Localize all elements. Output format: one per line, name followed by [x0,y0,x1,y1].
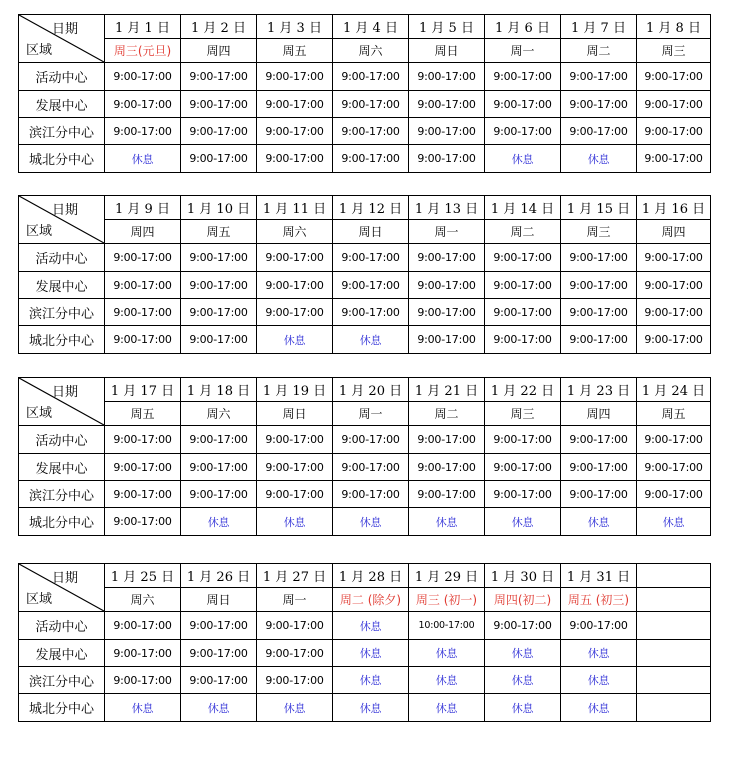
weekday-cell: 周六 [333,39,409,63]
closed-cell: 休息 [257,694,333,722]
hours-cell: 9:00-17:00 [257,299,333,326]
date-cell: 1 月 13 日 [409,196,485,220]
closed-cell: 休息 [561,508,637,536]
hours-cell: 9:00-17:00 [409,481,485,508]
date-cell [637,564,711,588]
area-row [19,426,711,454]
hours-cell: 9:00-17:00 [181,326,257,354]
date-cell: 1 月 19 日 [257,378,333,402]
date-cell: 1 月 10 日 [181,196,257,220]
holiday-weekday-cell: 周三(元旦) [105,39,181,63]
corner-date-label: 日期 [51,571,78,586]
area-name-cell: 城北分中心 [19,145,105,173]
area-row [19,694,711,722]
hours-cell: 9:00-17:00 [409,63,485,91]
weekday-cell: 周日 [257,402,333,426]
hours-cell: 9:00-17:00 [637,426,711,454]
weekday-cell: 周三 [637,39,711,63]
closed-cell: 休息 [333,640,409,667]
area-name-cell: 发展中心 [19,91,105,118]
weekday-cell: 周一 [257,588,333,612]
closed-cell: 休息 [333,508,409,536]
weekday-cell: 周一 [485,39,561,63]
corner-header-cell [19,378,105,426]
hours-cell: 9:00-17:00 [561,326,637,354]
weekday-cell: 周日 [409,39,485,63]
corner-header-cell [19,15,105,63]
hours-cell: 9:00-17:00 [181,426,257,454]
hours-cell: 9:00-17:00 [485,91,561,118]
hours-cell: 9:00-17:00 [257,481,333,508]
closed-cell: 休息 [561,694,637,722]
hours-cell: 9:00-17:00 [333,272,409,299]
date-cell: 1 月 26 日 [181,564,257,588]
hours-cell: 9:00-17:00 [637,91,711,118]
weekday-cell: 周三 [561,220,637,244]
date-row [19,564,711,588]
date-cell: 1 月 11 日 [257,196,333,220]
hours-cell: 9:00-17:00 [181,272,257,299]
hours-cell: 9:00-17:00 [333,426,409,454]
closed-cell: 休息 [105,694,181,722]
weekday-cell: 周六 [105,588,181,612]
schedule-table-2 [18,195,711,354]
hours-cell: 9:00-17:00 [485,63,561,91]
hours-cell: 9:00-17:00 [257,640,333,667]
date-cell: 1 月 5 日 [409,15,485,39]
hours-cell: 9:00-17:00 [257,667,333,694]
area-row [19,299,711,326]
corner-date-label: 日期 [51,203,78,218]
corner-date-label: 日期 [51,385,78,400]
area-name-cell: 发展中心 [19,272,105,299]
hours-cell: 9:00-17:00 [105,91,181,118]
date-cell: 1 月 8 日 [637,15,711,39]
weekday-cell: 周五 [105,402,181,426]
weekday-cell: 周五 [637,402,711,426]
hours-cell: 9:00-17:00 [105,640,181,667]
closed-cell: 休息 [333,667,409,694]
date-cell: 1 月 31 日 [561,564,637,588]
date-row [19,15,711,39]
closed-cell: 休息 [257,508,333,536]
area-row [19,63,711,91]
date-cell: 1 月 27 日 [257,564,333,588]
hours-cell: 9:00-17:00 [561,612,637,640]
weekday-row [19,39,711,63]
area-name-cell: 滨江分中心 [19,118,105,145]
hours-cell: 9:00-17:00 [485,244,561,272]
hours-cell: 9:00-17:00 [409,326,485,354]
weekday-cell: 周二 [409,402,485,426]
area-row [19,244,711,272]
hours-cell: 9:00-17:00 [485,454,561,481]
weekday-cell: 周四 [561,402,637,426]
closed-cell: 休息 [485,694,561,722]
corner-area-label: 区域 [26,406,53,421]
closed-cell: 休息 [485,667,561,694]
closed-cell: 休息 [561,667,637,694]
hours-cell: 9:00-17:00 [637,145,711,173]
area-name-cell: 城北分中心 [19,508,105,536]
hours-cell: 9:00-17:00 [409,299,485,326]
weekday-cell [637,588,711,612]
hours-cell: 9:00-17:00 [257,454,333,481]
date-cell: 1 月 7 日 [561,15,637,39]
date-cell: 1 月 21 日 [409,378,485,402]
hours-cell: 9:00-17:00 [105,63,181,91]
corner-area-label: 区域 [26,224,53,239]
area-name-cell: 城北分中心 [19,694,105,722]
area-row [19,640,711,667]
area-row [19,91,711,118]
hours-cell: 9:00-17:00 [409,91,485,118]
weekday-row [19,220,711,244]
closed-cell: 休息 [257,326,333,354]
date-cell: 1 月 9 日 [105,196,181,220]
hours-cell: 9:00-17:00 [105,244,181,272]
holiday-weekday-cell: 周五 (初三) [561,588,637,612]
hours-cell: 9:00-17:00 [637,326,711,354]
hours-cell: 9:00-17:00 [105,454,181,481]
closed-cell: 休息 [561,640,637,667]
hours-cell: 9:00-17:00 [485,612,561,640]
closed-cell: 休息 [409,694,485,722]
area-row [19,508,711,536]
weekday-cell: 周五 [257,39,333,63]
area-row [19,272,711,299]
hours-cell: 9:00-17:00 [257,612,333,640]
hours-cell: 9:00-17:00 [257,426,333,454]
area-name-cell: 活动中心 [19,426,105,454]
weekday-cell: 周日 [181,588,257,612]
date-cell: 1 月 22 日 [485,378,561,402]
corner-header-cell [19,564,105,612]
hours-cell: 9:00-17:00 [181,145,257,173]
area-name-cell: 活动中心 [19,612,105,640]
hours-cell: 9:00-17:00 [637,454,711,481]
date-cell: 1 月 6 日 [485,15,561,39]
area-name-cell: 滨江分中心 [19,667,105,694]
closed-cell: 休息 [333,694,409,722]
hours-cell: 9:00-17:00 [561,272,637,299]
date-cell: 1 月 1 日 [105,15,181,39]
hours-cell: 9:00-17:00 [561,118,637,145]
weekday-cell: 周日 [333,220,409,244]
hours-cell: 9:00-17:00 [485,481,561,508]
hours-cell: 9:00-17:00 [257,272,333,299]
hours-cell: 9:00-17:00 [485,118,561,145]
holiday-weekday-cell: 周二 (除夕) [333,588,409,612]
closed-cell: 休息 [485,145,561,173]
date-cell: 1 月 20 日 [333,378,409,402]
area-row [19,612,711,640]
hours-cell: 10:00-17:00 [409,612,485,640]
date-cell: 1 月 16 日 [637,196,711,220]
hours-cell: 9:00-17:00 [561,91,637,118]
hours-cell: 9:00-17:00 [105,299,181,326]
area-row [19,326,711,354]
closed-cell: 休息 [333,612,409,640]
hours-cell: 9:00-17:00 [485,272,561,299]
hours-cell: 9:00-17:00 [409,272,485,299]
hours-cell: 9:00-17:00 [561,63,637,91]
empty-cell [637,612,711,640]
date-cell: 1 月 29 日 [409,564,485,588]
hours-cell: 9:00-17:00 [561,244,637,272]
closed-cell: 休息 [409,667,485,694]
weekday-cell: 周一 [333,402,409,426]
weekday-cell: 周一 [409,220,485,244]
closed-cell: 休息 [637,508,711,536]
hours-cell: 9:00-17:00 [333,91,409,118]
date-cell: 1 月 4 日 [333,15,409,39]
hours-cell: 9:00-17:00 [181,91,257,118]
hours-cell: 9:00-17:00 [257,118,333,145]
weekday-row [19,588,711,612]
area-name-cell: 发展中心 [19,454,105,481]
date-cell: 1 月 2 日 [181,15,257,39]
closed-cell: 休息 [181,508,257,536]
hours-cell: 9:00-17:00 [637,481,711,508]
hours-cell: 9:00-17:00 [105,326,181,354]
holiday-weekday-cell: 周三 (初一) [409,588,485,612]
area-row [19,481,711,508]
weekday-cell: 周二 [561,39,637,63]
hours-cell: 9:00-17:00 [105,667,181,694]
corner-area-label: 区域 [26,592,53,607]
area-row [19,118,711,145]
hours-cell: 9:00-17:00 [409,244,485,272]
schedule-table-1 [18,14,711,173]
hours-cell: 9:00-17:00 [637,299,711,326]
weekday-cell: 周四 [181,39,257,63]
hours-cell: 9:00-17:00 [409,454,485,481]
date-cell: 1 月 3 日 [257,15,333,39]
date-cell: 1 月 15 日 [561,196,637,220]
hours-cell: 9:00-17:00 [181,640,257,667]
weekday-row [19,402,711,426]
closed-cell: 休息 [485,508,561,536]
area-row [19,454,711,481]
hours-cell: 9:00-17:00 [105,481,181,508]
hours-cell: 9:00-17:00 [257,63,333,91]
corner-header-cell [19,196,105,244]
hours-cell: 9:00-17:00 [333,244,409,272]
closed-cell: 休息 [105,145,181,173]
area-name-cell: 活动中心 [19,63,105,91]
empty-cell [637,694,711,722]
holiday-weekday-cell: 周四(初二) [485,588,561,612]
hours-cell: 9:00-17:00 [333,118,409,145]
hours-cell: 9:00-17:00 [257,91,333,118]
weekday-cell: 周四 [637,220,711,244]
hours-cell: 9:00-17:00 [105,118,181,145]
hours-cell: 9:00-17:00 [257,145,333,173]
hours-cell: 9:00-17:00 [637,118,711,145]
hours-cell: 9:00-17:00 [105,508,181,536]
corner-area-label: 区域 [26,43,53,58]
hours-cell: 9:00-17:00 [485,299,561,326]
hours-cell: 9:00-17:00 [561,481,637,508]
hours-cell: 9:00-17:00 [409,426,485,454]
hours-cell: 9:00-17:00 [181,244,257,272]
hours-cell: 9:00-17:00 [333,454,409,481]
weekday-cell: 周三 [485,402,561,426]
hours-cell: 9:00-17:00 [409,145,485,173]
weekday-cell: 周五 [181,220,257,244]
area-row [19,145,711,173]
weekday-cell: 周六 [257,220,333,244]
date-cell: 1 月 28 日 [333,564,409,588]
empty-cell [637,667,711,694]
date-cell: 1 月 14 日 [485,196,561,220]
hours-cell: 9:00-17:00 [637,63,711,91]
date-cell: 1 月 30 日 [485,564,561,588]
hours-cell: 9:00-17:00 [181,63,257,91]
area-name-cell: 城北分中心 [19,326,105,354]
date-cell: 1 月 24 日 [637,378,711,402]
hours-cell: 9:00-17:00 [485,426,561,454]
hours-cell: 9:00-17:00 [333,63,409,91]
hours-cell: 9:00-17:00 [561,454,637,481]
date-row [19,196,711,220]
hours-cell: 9:00-17:00 [333,145,409,173]
hours-cell: 9:00-17:00 [181,454,257,481]
hours-cell: 9:00-17:00 [561,299,637,326]
hours-cell: 9:00-17:00 [181,612,257,640]
schedule-table-4 [18,563,711,722]
closed-cell: 休息 [409,508,485,536]
hours-cell: 9:00-17:00 [257,244,333,272]
date-cell: 1 月 17 日 [105,378,181,402]
hours-cell: 9:00-17:00 [181,667,257,694]
area-row [19,667,711,694]
hours-cell: 9:00-17:00 [485,326,561,354]
closed-cell: 休息 [485,640,561,667]
hours-cell: 9:00-17:00 [181,299,257,326]
hours-cell: 9:00-17:00 [409,118,485,145]
weekday-cell: 周四 [105,220,181,244]
corner-date-label: 日期 [51,22,78,37]
weekday-cell: 周二 [485,220,561,244]
closed-cell: 休息 [181,694,257,722]
hours-cell: 9:00-17:00 [333,299,409,326]
hours-cell: 9:00-17:00 [181,118,257,145]
hours-cell: 9:00-17:00 [181,481,257,508]
date-cell: 1 月 18 日 [181,378,257,402]
date-cell: 1 月 25 日 [105,564,181,588]
date-cell: 1 月 23 日 [561,378,637,402]
date-cell: 1 月 12 日 [333,196,409,220]
area-name-cell: 滨江分中心 [19,299,105,326]
hours-cell: 9:00-17:00 [105,612,181,640]
area-name-cell: 滨江分中心 [19,481,105,508]
hours-cell: 9:00-17:00 [637,244,711,272]
hours-cell: 9:00-17:00 [105,272,181,299]
area-name-cell: 活动中心 [19,244,105,272]
closed-cell: 休息 [333,326,409,354]
weekday-cell: 周六 [181,402,257,426]
schedule-table-3 [18,377,711,536]
area-name-cell: 发展中心 [19,640,105,667]
hours-cell: 9:00-17:00 [333,481,409,508]
date-row [19,378,711,402]
empty-cell [637,640,711,667]
hours-cell: 9:00-17:00 [105,426,181,454]
hours-cell: 9:00-17:00 [561,426,637,454]
hours-cell: 9:00-17:00 [637,272,711,299]
closed-cell: 休息 [561,145,637,173]
closed-cell: 休息 [409,640,485,667]
